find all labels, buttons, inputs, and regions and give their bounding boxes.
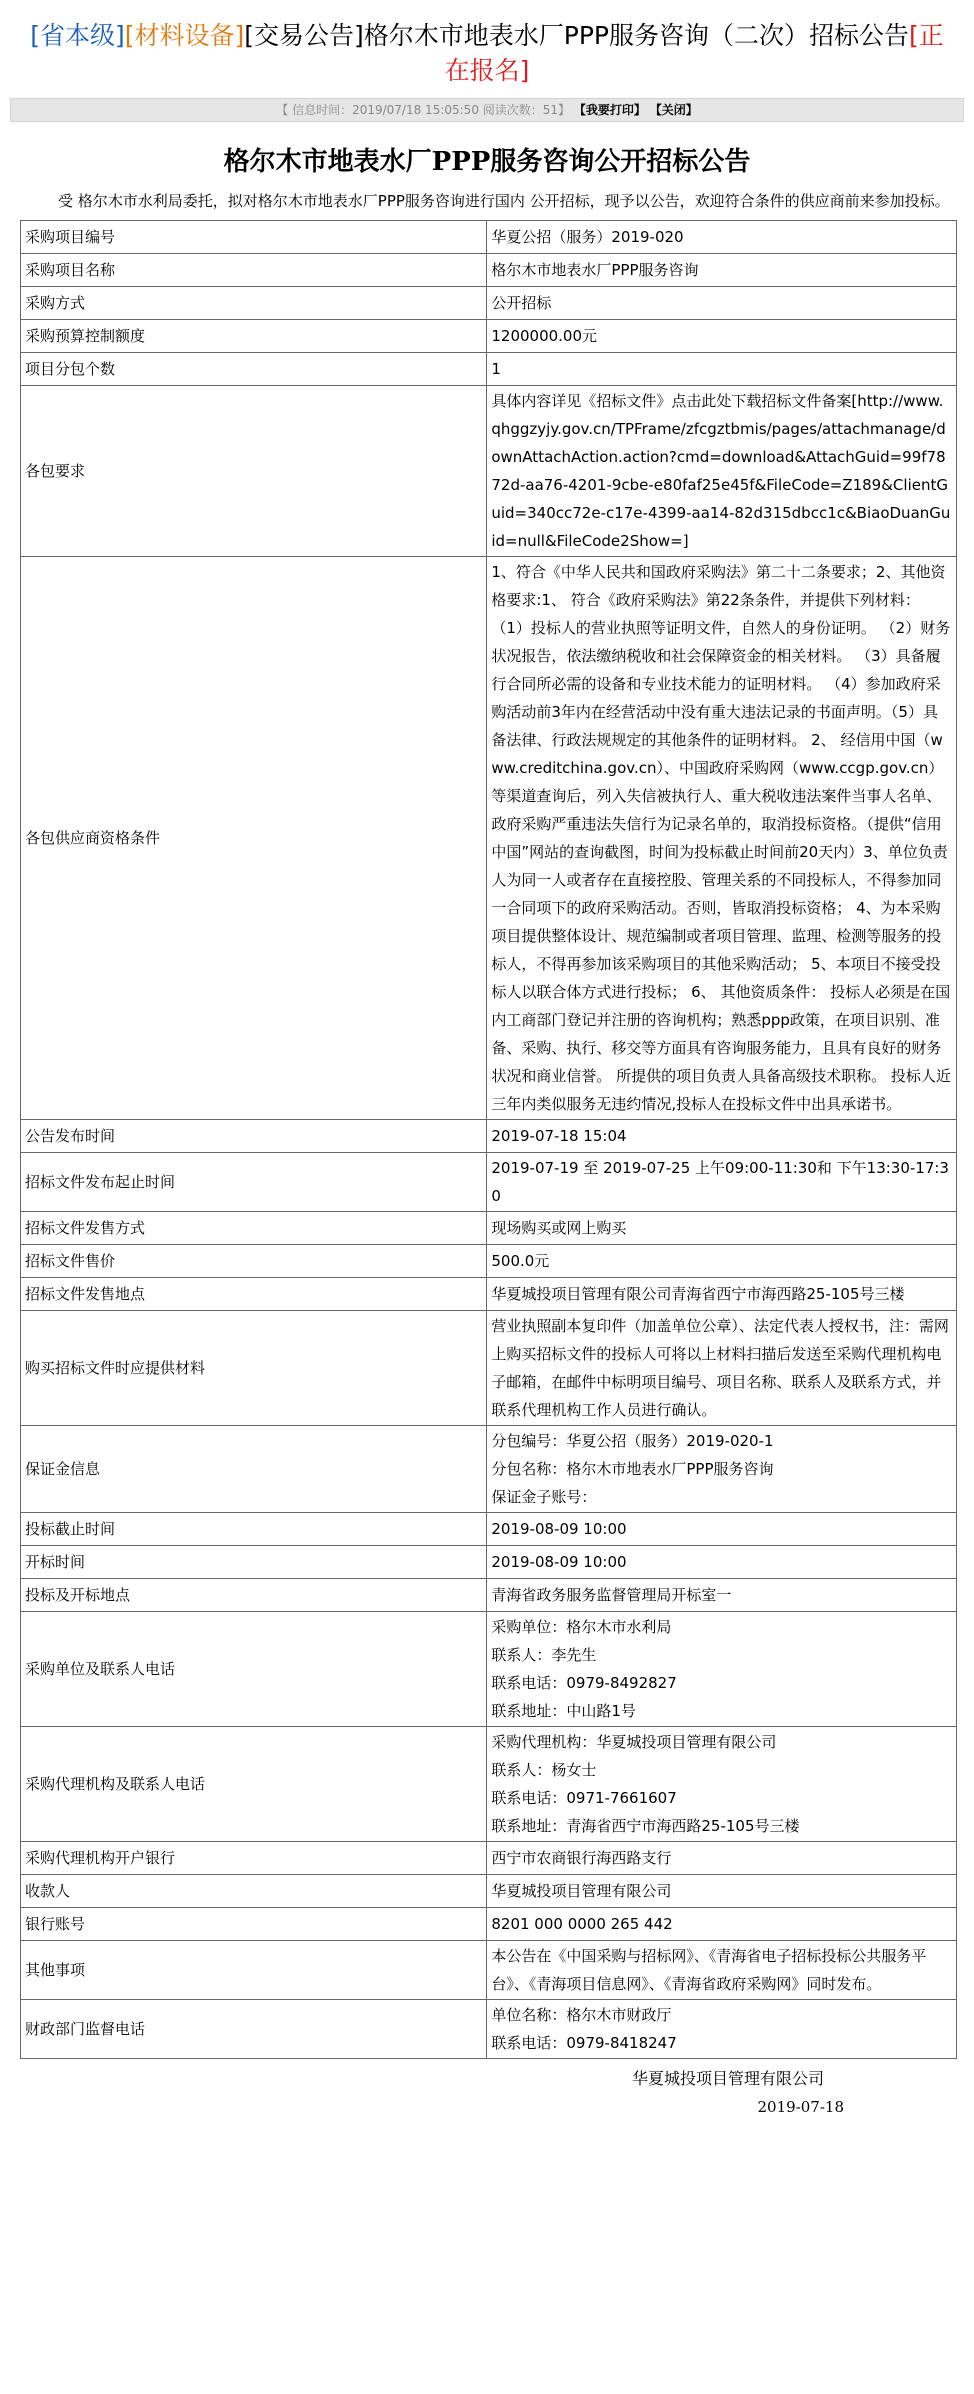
row-value bbox=[487, 353, 957, 386]
row-value-line: 联系人：杨女士 bbox=[491, 1761, 597, 1779]
row-value bbox=[487, 1908, 957, 1941]
table-row bbox=[21, 1908, 957, 1941]
row-label: 投标及开标地点 bbox=[21, 1579, 487, 1612]
row-value bbox=[487, 320, 957, 353]
row-value-line: 公开招标 bbox=[491, 294, 552, 312]
tag-type: [交易公告] bbox=[244, 21, 364, 50]
table-row bbox=[21, 2000, 957, 2059]
table-row bbox=[21, 254, 957, 287]
table-row bbox=[21, 1842, 957, 1875]
row-label: 其他事项 bbox=[21, 1941, 487, 2000]
row-value-line: 500.0元 bbox=[491, 1252, 550, 1270]
table-row bbox=[21, 1212, 957, 1245]
row-value bbox=[487, 1245, 957, 1278]
row-value-line: 1 bbox=[491, 360, 501, 378]
table-row bbox=[21, 1513, 957, 1546]
row-label: 采购项目编号 bbox=[21, 221, 487, 254]
headline-title: 格尔木市地表水厂PPP服务咨询（二次）招标公告 bbox=[363, 21, 909, 50]
row-value bbox=[487, 1212, 957, 1245]
row-label: 采购方式 bbox=[21, 287, 487, 320]
table-row bbox=[21, 557, 957, 1120]
table-row bbox=[21, 1311, 957, 1426]
table-row bbox=[21, 1278, 957, 1311]
row-label: 采购项目名称 bbox=[21, 254, 487, 287]
row-value bbox=[487, 1311, 957, 1426]
intro-paragraph: 受 格尔木市水利局委托，拟对格尔木市地表水厂PPP服务咨询进行国内 公开招标，现予以公告，欢迎符合条件的供应商前来参加投标。 bbox=[58, 192, 950, 210]
row-label: 各包要求 bbox=[21, 386, 487, 557]
row-value-line: 西宁市农商银行海西路支行 bbox=[491, 1849, 672, 1867]
document-title: 格尔木市地表水厂PPP服务咨询公开招标公告 bbox=[223, 147, 751, 177]
row-value bbox=[487, 1513, 957, 1546]
table-row bbox=[21, 221, 957, 254]
row-value bbox=[487, 1875, 957, 1908]
row-value-line: 2019-07-18 15:04 bbox=[491, 1127, 627, 1145]
tag-category[interactable]: [材料设备] bbox=[124, 21, 245, 50]
row-value-line: 联系人：李先生 bbox=[491, 1646, 597, 1664]
row-value-line: 2019-08-09 10:00 bbox=[491, 1520, 627, 1538]
info-bar bbox=[10, 98, 964, 122]
close-button[interactable]: 【关闭】 bbox=[649, 103, 698, 117]
row-label: 购买招标文件时应提供材料 bbox=[21, 1311, 487, 1426]
row-label: 招标文件发布起止时间 bbox=[21, 1153, 487, 1212]
row-value bbox=[487, 1612, 957, 1727]
row-label: 采购预算控制额度 bbox=[21, 320, 487, 353]
row-value-line: 2019-08-09 10:00 bbox=[491, 1553, 627, 1571]
row-value bbox=[487, 287, 957, 320]
sign-date: 2019-07-18 bbox=[757, 2098, 844, 2116]
table-row bbox=[21, 1612, 957, 1727]
row-value bbox=[487, 557, 957, 1120]
row-label: 采购代理机构开户银行 bbox=[21, 1842, 487, 1875]
tag-level[interactable]: [省本级] bbox=[30, 21, 125, 50]
row-value-line: 华夏城投项目管理有限公司 bbox=[491, 1882, 672, 1900]
print-button[interactable]: 【我要打印】 bbox=[573, 103, 646, 117]
row-value-line: 具体内容详见《招标文件》点击此处下载招标文件备案[http://www.qhggzyjy.gov.cn/TPFrame/zfcgztbmis/pages/attachmanage/downAttachAction.action?cmd=download&AttachGuid=99f7872d-aa76-4201-9cbe-e80faf25e45f&FileCode=Z189&ClientGuid=340cc72e-c17e-4399-aa14-82d315dbcc1c&BiaoDuanGuid=null&FileCode2Show=] bbox=[491, 392, 951, 550]
row-label: 投标截止时间 bbox=[21, 1513, 487, 1546]
table-row bbox=[21, 1120, 957, 1153]
table-row bbox=[21, 320, 957, 353]
row-value bbox=[487, 221, 957, 254]
table-row bbox=[21, 353, 957, 386]
table-row bbox=[21, 287, 957, 320]
row-value-line: 单位名称：格尔木市财政厅 bbox=[491, 2006, 672, 2024]
table-row bbox=[21, 1546, 957, 1579]
row-value bbox=[487, 1153, 957, 1212]
row-value-line: 现场购买或网上购买 bbox=[491, 1219, 627, 1237]
row-value-line: 1200000.00元 bbox=[491, 327, 598, 345]
row-value bbox=[487, 1278, 957, 1311]
row-value-line: 保证金子账号： bbox=[491, 1488, 597, 1506]
row-value-line: 格尔木市地表水厂PPP服务咨询 bbox=[491, 261, 699, 279]
row-value-line: 分包名称：格尔木市地表水厂PPP服务咨询 bbox=[491, 1460, 774, 1478]
row-value-line: 青海省政务服务监督管理局开标室一 bbox=[491, 1586, 732, 1604]
row-label: 银行账号 bbox=[21, 1908, 487, 1941]
row-label: 招标文件售价 bbox=[21, 1245, 487, 1278]
row-value bbox=[487, 1941, 957, 2000]
row-value-line: 分包编号：华夏公招（服务）2019-020-1 bbox=[491, 1432, 774, 1450]
table-row bbox=[21, 1941, 957, 2000]
table-row bbox=[21, 1426, 957, 1513]
row-value-line: 联系电话：0979-8492827 bbox=[491, 1674, 677, 1692]
row-value bbox=[487, 1579, 957, 1612]
row-label: 公告发布时间 bbox=[21, 1120, 487, 1153]
announcement-headline bbox=[0, 0, 974, 88]
status-badge: [正在报名] bbox=[444, 21, 944, 85]
row-value bbox=[487, 1842, 957, 1875]
table-row bbox=[21, 1727, 957, 1842]
row-label: 各包供应商资格条件 bbox=[21, 557, 487, 1120]
bid-info-table bbox=[20, 220, 957, 2059]
row-value-line: 采购单位：格尔木市水利局 bbox=[491, 1618, 672, 1636]
row-label: 保证金信息 bbox=[21, 1426, 487, 1513]
row-value bbox=[487, 2000, 957, 2059]
table-row bbox=[21, 1875, 957, 1908]
row-value-line: 2019-07-19 至 2019-07-25 上午09:00-11:30和 下午13:30-17:30 bbox=[491, 1159, 949, 1205]
table-row bbox=[21, 1245, 957, 1278]
row-label: 采购单位及联系人电话 bbox=[21, 1612, 487, 1727]
row-value bbox=[487, 1727, 957, 1842]
row-value-line: 联系地址：青海省西宁市海西路25-105号三楼 bbox=[491, 1817, 800, 1835]
row-label: 开标时间 bbox=[21, 1546, 487, 1579]
row-value bbox=[487, 1546, 957, 1579]
table-row bbox=[21, 386, 957, 557]
row-value-line: 联系电话：0979-8418247 bbox=[491, 2034, 677, 2052]
row-label: 收款人 bbox=[21, 1875, 487, 1908]
row-label: 招标文件发售方式 bbox=[21, 1212, 487, 1245]
row-label: 财政部门监督电话 bbox=[21, 2000, 487, 2059]
row-value-line: 1、符合《中华人民共和国政府采购法》第二十二条要求；2、其他资格要求:1、 符合《政府采购法》第22条条件，并提供下列材料： （1）投标人的营业执照等证明文件，自然人的身份证明。 （2）财务状况报告，依法缴纳税收和社会保障资金的相关材料。 （3）具备履行合同所必需的设备和专业技术能力的证明材料。 （4）参加政府采购活动前3年内在经营活动中没有重大违法记录的书面声明。（5）具备法律、行政法规规定的其他条件的证明材料。 2、 经信用中国（www.creditchina.gov.cn）、中国政府采购网（www.ccgp.gov.cn）等渠道查询后，列入失信被执行人、重大税收违法案件当事人名单、政府采购严重违法失信行为记录名单的，取消投标资格。（提供“信用中国”网站的查询截图，时间为投标截止时间前20天内）3、单位负责人为同一人或者存在直接控股、管理关系的不同投标人，不得参加同一合同项下的政府采购活动。否则，皆取消投标资格； 4、为本采购项目提供整体设计、规范编制或者项目管理、监理、检测等服务的投标人，不得再参加该采购项目的其他采购活动； 5、本项目不接受投标人以联合体方式进行投标； 6、 其他资质条件： 投标人必须是在国内工商部门登记并注册的咨询机构；熟悉ppp政策，在项目识别、准备、采购、执行、移交等方面具有咨询服务能力，且具有良好的财务状况和商业信誉。 所提供的项目负责人具备高级技术职称。 投标人近三年内类似服务无违约情况,投标人在投标文件中出具承诺书。 bbox=[491, 563, 951, 1113]
table-row bbox=[21, 1153, 957, 1212]
row-value-line: 本公告在《中国采购与招标网》、《青海省电子招标投标公共服务平台》、《青海项目信息网》、《青海省政府采购网》同时发布。 bbox=[491, 1947, 927, 1993]
row-value-line: 营业执照副本复印件（加盖单位公章）、法定代表人授权书，注：需网上购买招标文件的投标人可将以上材料扫描后发送至采购代理机构电子邮箱，在邮件中标明项目编号、项目名称、联系人及联系方式，并联系代理机构工作人员进行确认。 bbox=[491, 1317, 949, 1419]
row-value-line: 华夏公招（服务）2019-020 bbox=[491, 228, 684, 246]
row-label: 招标文件发售地点 bbox=[21, 1278, 487, 1311]
row-value-line: 华夏城投项目管理有限公司青海省西宁市海西路25-105号三楼 bbox=[491, 1285, 905, 1303]
table-row bbox=[21, 1579, 957, 1612]
row-value bbox=[487, 1120, 957, 1153]
row-value-line: 联系地址：中山路1号 bbox=[491, 1702, 636, 1720]
row-value-line: 8201 000 0000 265 442 bbox=[491, 1915, 673, 1933]
row-label: 项目分包个数 bbox=[21, 353, 487, 386]
row-value-line: 采购代理机构：华夏城投项目管理有限公司 bbox=[491, 1733, 777, 1751]
info-time: 【 信息时间：2019/07/18 15:05:50 阅读次数：51】 bbox=[276, 103, 571, 117]
row-value bbox=[487, 1426, 957, 1513]
row-label: 采购代理机构及联系人电话 bbox=[21, 1727, 487, 1842]
signer-name: 华夏城投项目管理有限公司 bbox=[631, 2069, 824, 2088]
row-value bbox=[487, 254, 957, 287]
row-value-line: 联系电话：0971-7661607 bbox=[491, 1789, 677, 1807]
row-value bbox=[487, 386, 957, 557]
